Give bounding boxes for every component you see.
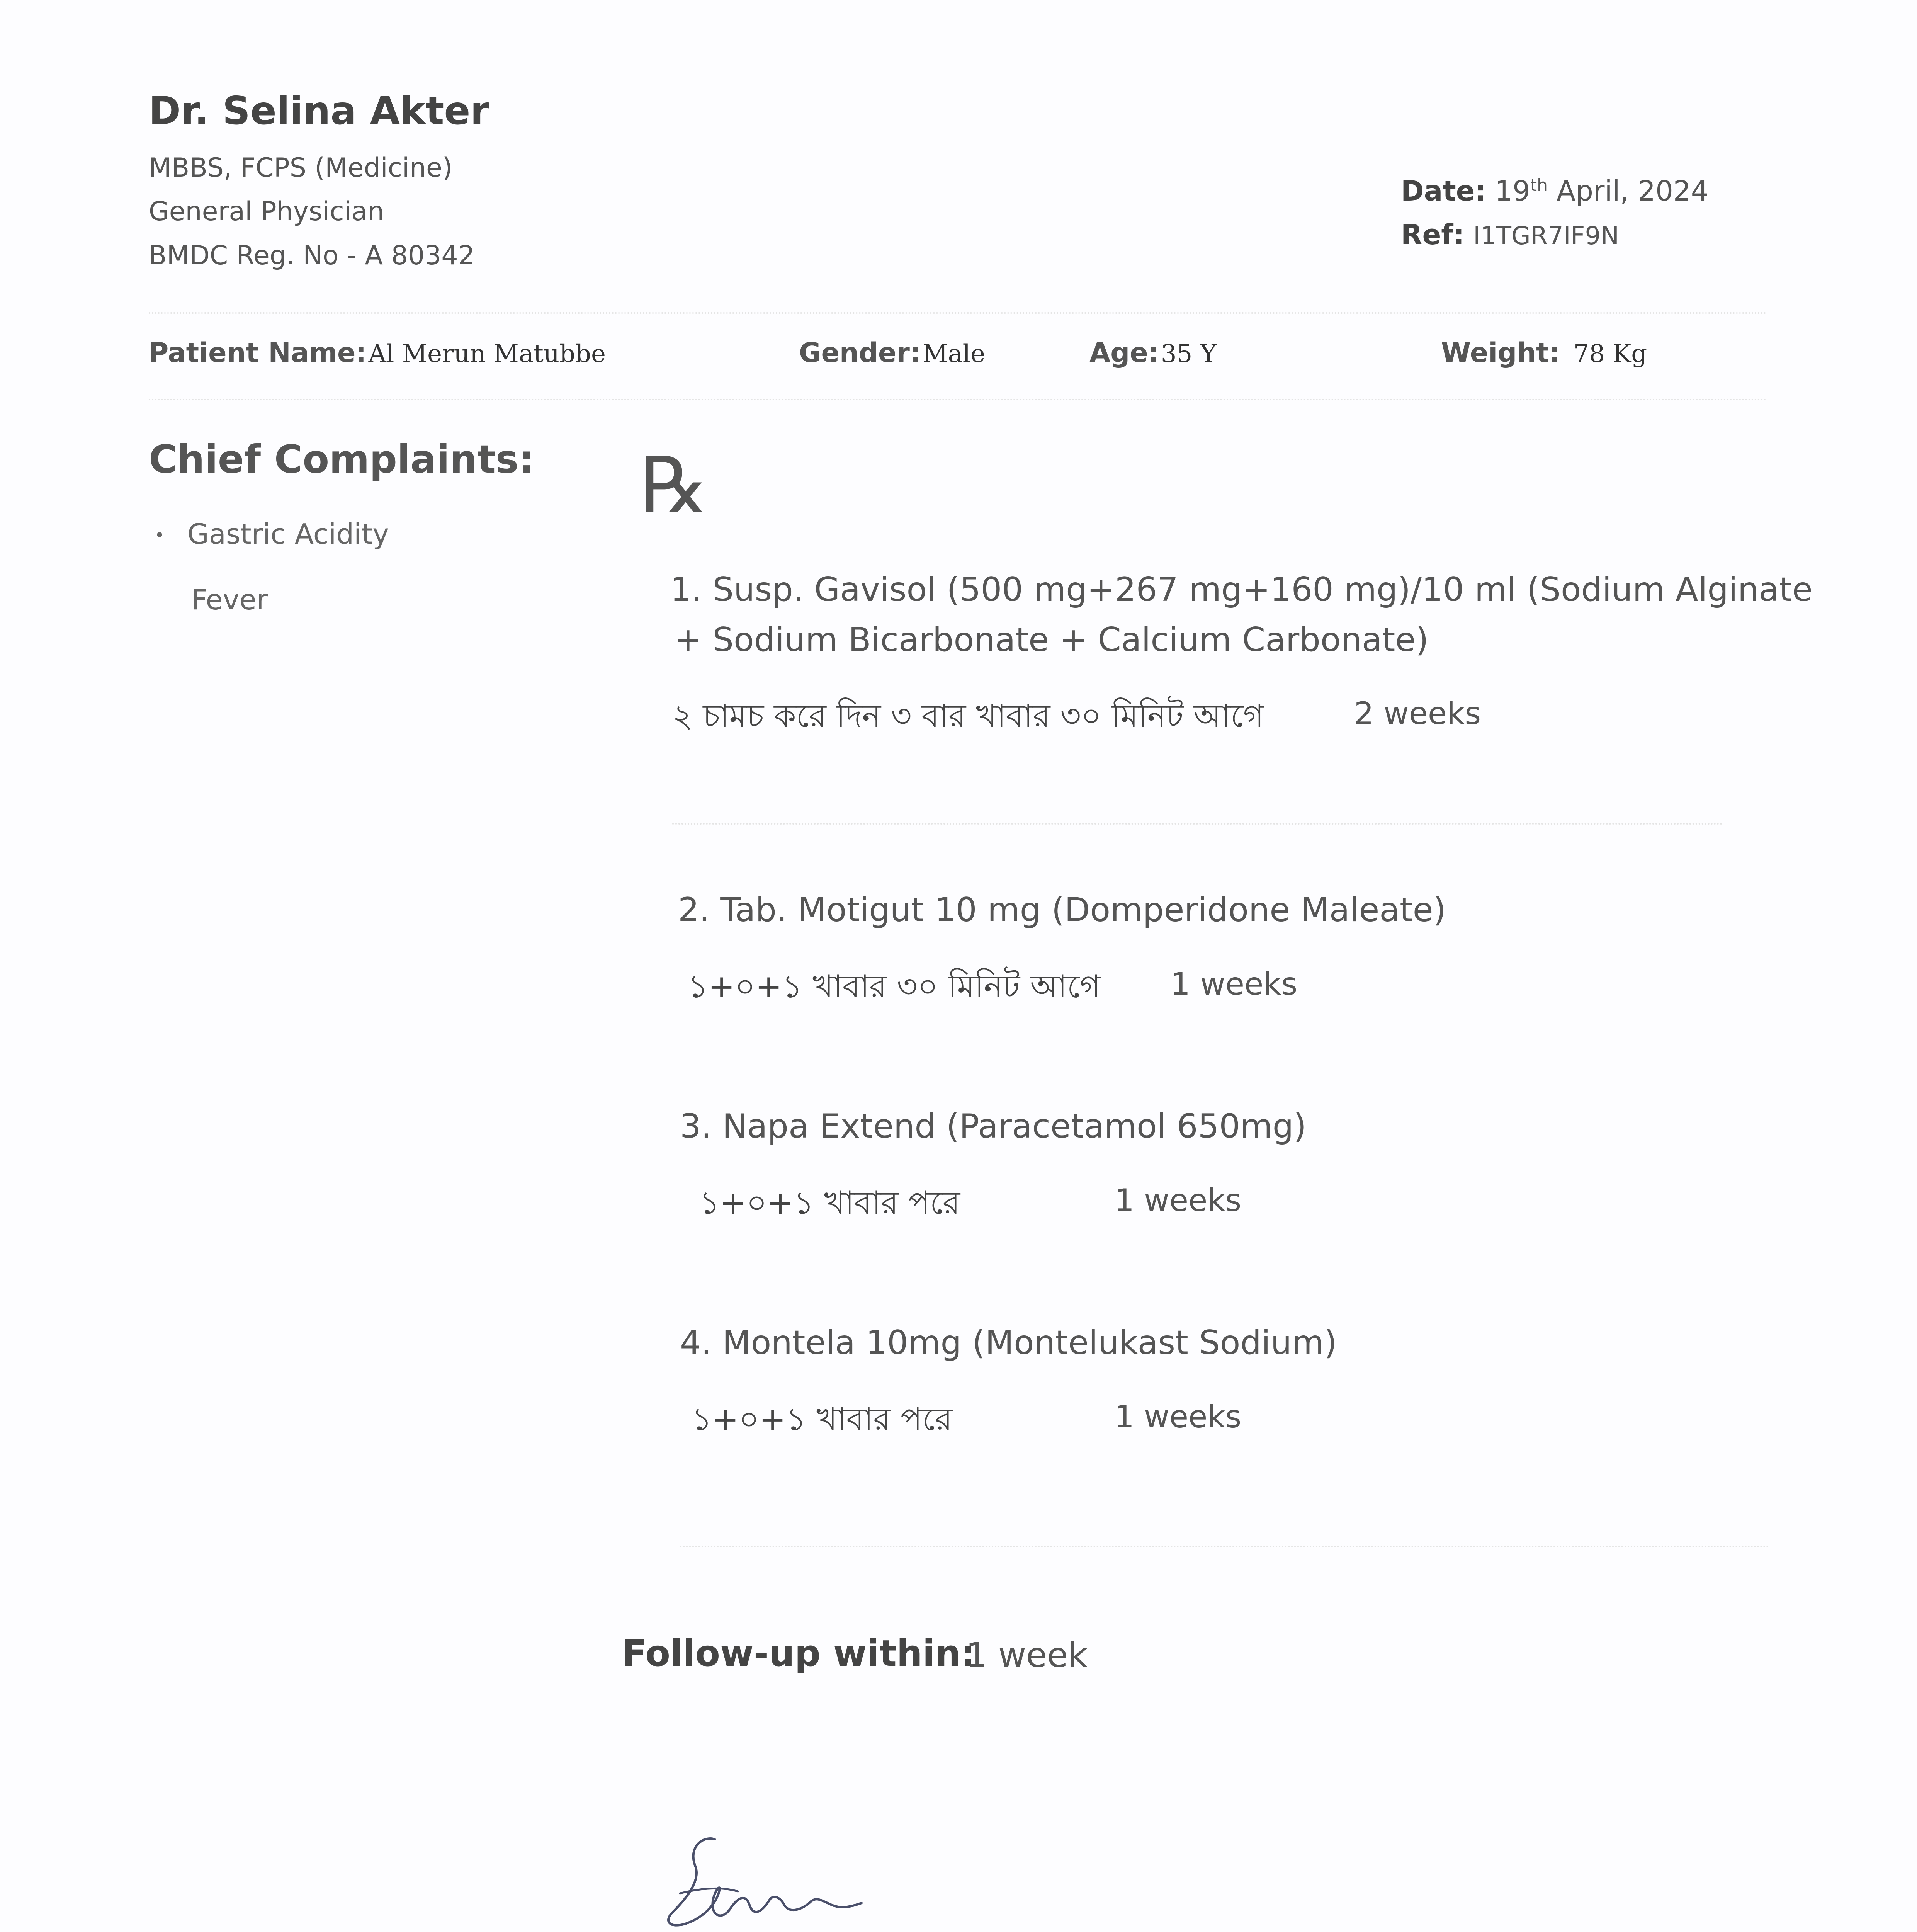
doctor-degrees: MBBS, FCPS (Medicine) xyxy=(149,153,453,183)
gender-field xyxy=(799,337,985,369)
ref-value: I1TGR7IF9N xyxy=(1473,222,1620,250)
patient-name-label: Patient Name: xyxy=(149,337,367,369)
signature-image xyxy=(657,1824,873,1932)
follow-up-value: 1 week xyxy=(966,1635,1088,1675)
medication-4-duration: 1 weeks xyxy=(1115,1399,1242,1435)
medication-4-dose: ১+০+১ খাবার পরে xyxy=(692,1401,953,1438)
date-line xyxy=(1401,175,1709,207)
weight-label: Weight: xyxy=(1441,337,1560,369)
weight-field xyxy=(1441,337,1647,369)
medication-2-name: 2. Tab. Motigut 10 mg (Domperidone Maleate) xyxy=(678,891,1446,929)
medication-3-dose: ১+০+১ খাবার পরে xyxy=(699,1185,960,1221)
medication-3-name: 3. Napa Extend (Paracetamol 650mg) xyxy=(680,1107,1307,1146)
complaint-item: Gastric Acidity xyxy=(187,518,389,550)
gender-value: Male xyxy=(922,340,985,368)
patient-name-field xyxy=(149,337,606,369)
doctor-reg: BMDC Reg. No - A 80342 xyxy=(149,240,475,271)
date-label: Date: xyxy=(1401,175,1486,207)
date-suffix: th xyxy=(1530,175,1548,195)
medication-1-duration: 2 weeks xyxy=(1354,696,1481,731)
ref-label: Ref: xyxy=(1401,218,1465,251)
date-day: 19 xyxy=(1495,175,1530,207)
weight-value: 78 Kg xyxy=(1573,340,1647,368)
doctor-title: General Physician xyxy=(149,196,384,227)
complaint-item: Fever xyxy=(191,583,268,616)
complaint-bullet: • xyxy=(155,526,165,545)
patient-divider xyxy=(149,399,1767,400)
header-divider xyxy=(149,312,1767,314)
medication-divider xyxy=(672,823,1723,825)
medication-end-divider xyxy=(680,1546,1769,1547)
gender-label: Gender: xyxy=(799,337,921,369)
patient-name-value: Al Merun Matubbe xyxy=(368,340,606,368)
age-field xyxy=(1089,337,1217,369)
medication-2-duration: 1 weeks xyxy=(1171,966,1298,1002)
medication-4-name: 4. Montela 10mg (Montelukast Sodium) xyxy=(680,1323,1337,1362)
medication-1-line1: 1. Susp. Gavisol (500 mg+267 mg+160 mg)/10 ml (Sodium Alginate xyxy=(670,570,1813,609)
follow-up-label: Follow-up within: xyxy=(622,1633,975,1675)
medication-2-dose: ১+০+১ খাবার ৩০ মিনিট আগে xyxy=(688,968,1101,1005)
age-label: Age: xyxy=(1089,337,1159,369)
ref-line xyxy=(1401,218,1619,251)
medication-1-line2: + Sodium Bicarbonate + Calcium Carbonate) xyxy=(674,621,1429,659)
date-rest: April, 2024 xyxy=(1556,175,1709,207)
medication-3-duration: 1 weeks xyxy=(1115,1182,1242,1218)
age-value: 35 Y xyxy=(1161,340,1217,368)
chief-complaints-title: Chief Complaints: xyxy=(149,437,534,482)
doctor-name: Dr. Selina Akter xyxy=(149,88,489,133)
medication-1-dose: ২ চামচ করে দিন ৩ বার খাবার ৩০ মিনিট আগে xyxy=(672,698,1264,735)
rx-icon: ℞ xyxy=(639,440,709,531)
